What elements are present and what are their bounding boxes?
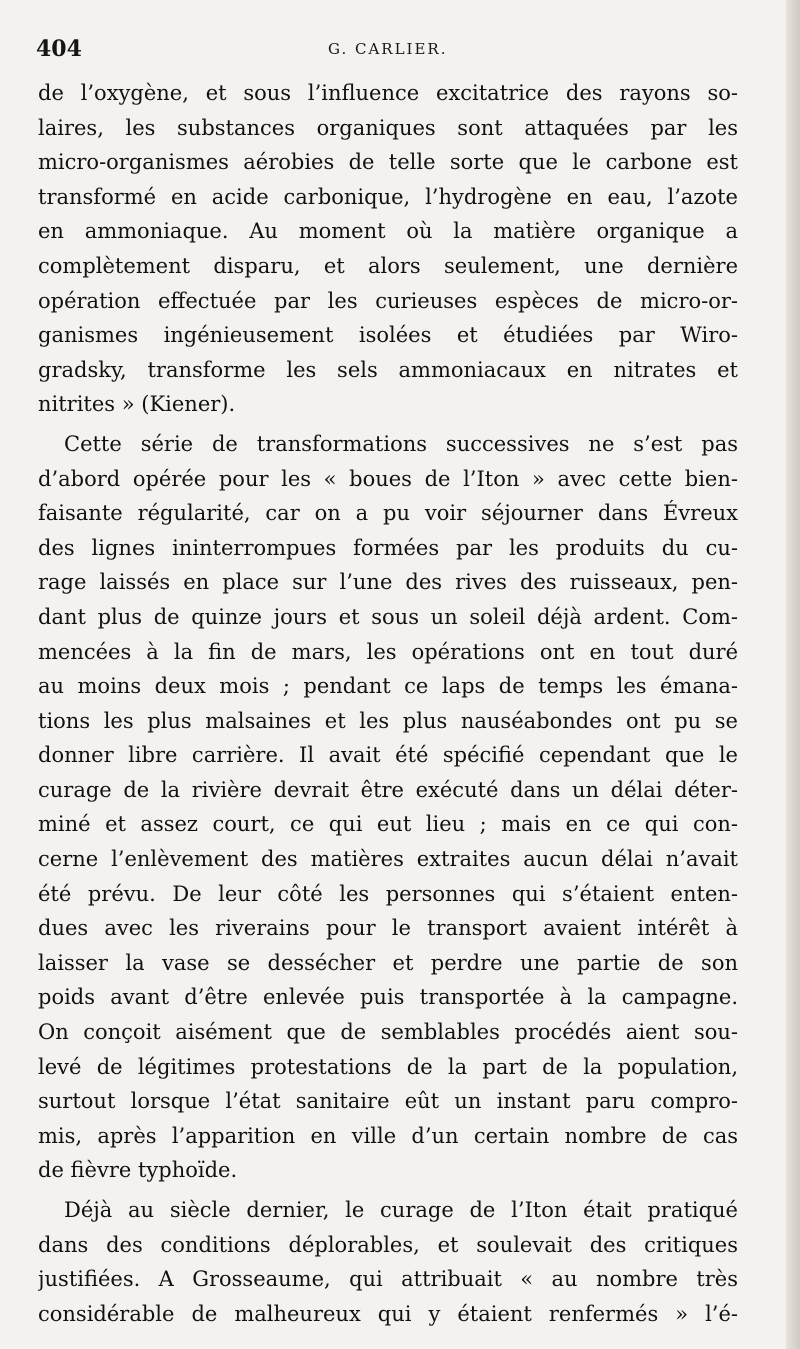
text-line: complètement disparu, et alors seulement, une dernière	[38, 253, 738, 278]
text-line: transformé en acide carbonique, l’hydrogène en eau, l’azote	[38, 184, 738, 209]
text-line: laisser la vase se dessécher et perdre une partie de son	[38, 950, 738, 975]
text-line: miné et assez court, ce qui eut lieu ; mais en ce qui con-	[38, 812, 738, 837]
text-line: rage laissés en place sur l’une des rives des ruisseaux, pen-	[38, 570, 738, 595]
text-line: micro-organismes aérobies de telle sorte que le carbone est	[38, 150, 738, 175]
paragraph-2	[38, 427, 738, 1188]
text-line: en ammoniaque. Au moment où la matière organique a	[38, 219, 738, 244]
page-edge	[786, 0, 800, 1349]
text-line: poids avant d’être enlevée puis transportée à la campagne.	[38, 985, 738, 1010]
page-number: 404	[36, 36, 82, 62]
text-line: de fièvre typhoïde.	[38, 1158, 238, 1183]
paragraph-1	[38, 76, 738, 422]
text-line: cerne l’enlèvement des matières extraites aucun délai n’avait	[38, 847, 738, 872]
text-line: mencées à la fin de mars, les opérations ont en tout duré	[38, 639, 738, 664]
text-line: justifiées. A Grosseaume, qui attribuait « au nombre très	[38, 1267, 738, 1292]
text-line: considérable de malheureux qui y étaient renfermés » l’é-	[38, 1301, 738, 1326]
text-line: été prévu. De leur côté les personnes qui s’étaient enten-	[38, 881, 738, 906]
text-line: dues avec les riverains pour le transport avaient intérêt à	[38, 916, 738, 941]
text-line: ganismes ingénieusement isolées et étudiées par Wiro-	[38, 323, 738, 348]
text-line: tions les plus malsaines et les plus nauséabondes ont pu se	[38, 708, 738, 733]
text-line: d’abord opérée pour les « boues de l’Iton » avec cette bien-	[38, 466, 738, 491]
text-line: curage de la rivière devrait être exécuté dans un délai déter-	[38, 777, 738, 802]
text-line: des lignes ininterrompues formées par les produits du cu-	[38, 535, 738, 560]
text-line: donner libre carrière. Il avait été spécifié cependant que le	[38, 743, 738, 768]
body-text	[38, 76, 738, 1336]
text-line: levé de légitimes protestations de la part de la population,	[38, 1054, 738, 1079]
text-line: Cette série de transformations successives ne s’est pas	[64, 431, 738, 456]
text-line: nitrites » (Kiener).	[38, 392, 236, 417]
text-line: de l’oxygène, et sous l’influence excitatrice des rayons so-	[38, 81, 738, 105]
running-title: G. CARLIER.	[328, 40, 448, 58]
text-line: mis, après l’apparition en ville d’un certain nombre de cas	[38, 1123, 738, 1148]
text-line: gradsky, transforme les sels ammoniacaux en nitrates et	[38, 357, 738, 382]
text-line: dans des conditions déplorables, et soulevait des critiques	[38, 1232, 738, 1257]
text-line: laires, les substances organiques sont attaquées par les	[38, 115, 738, 140]
text-line: On conçoit aisément que de semblables procédés aient sou-	[38, 1020, 738, 1045]
paragraph-3	[38, 1193, 738, 1331]
page-header	[36, 30, 748, 70]
text-line: opération effectuée par les curieuses espèces de micro-or-	[38, 288, 738, 313]
text-line: surtout lorsque l’état sanitaire eût un instant paru compro-	[38, 1089, 738, 1114]
text-line: au moins deux mois ; pendant ce laps de temps les émana-	[38, 674, 738, 699]
text-line: Déjà au siècle dernier, le curage de l’Iton était pratiqué	[64, 1198, 738, 1222]
text-line: dant plus de quinze jours et sous un soleil déjà ardent. Com-	[38, 604, 738, 629]
text-line: faisante régularité, car on a pu voir séjourner dans Évreux	[38, 501, 738, 526]
